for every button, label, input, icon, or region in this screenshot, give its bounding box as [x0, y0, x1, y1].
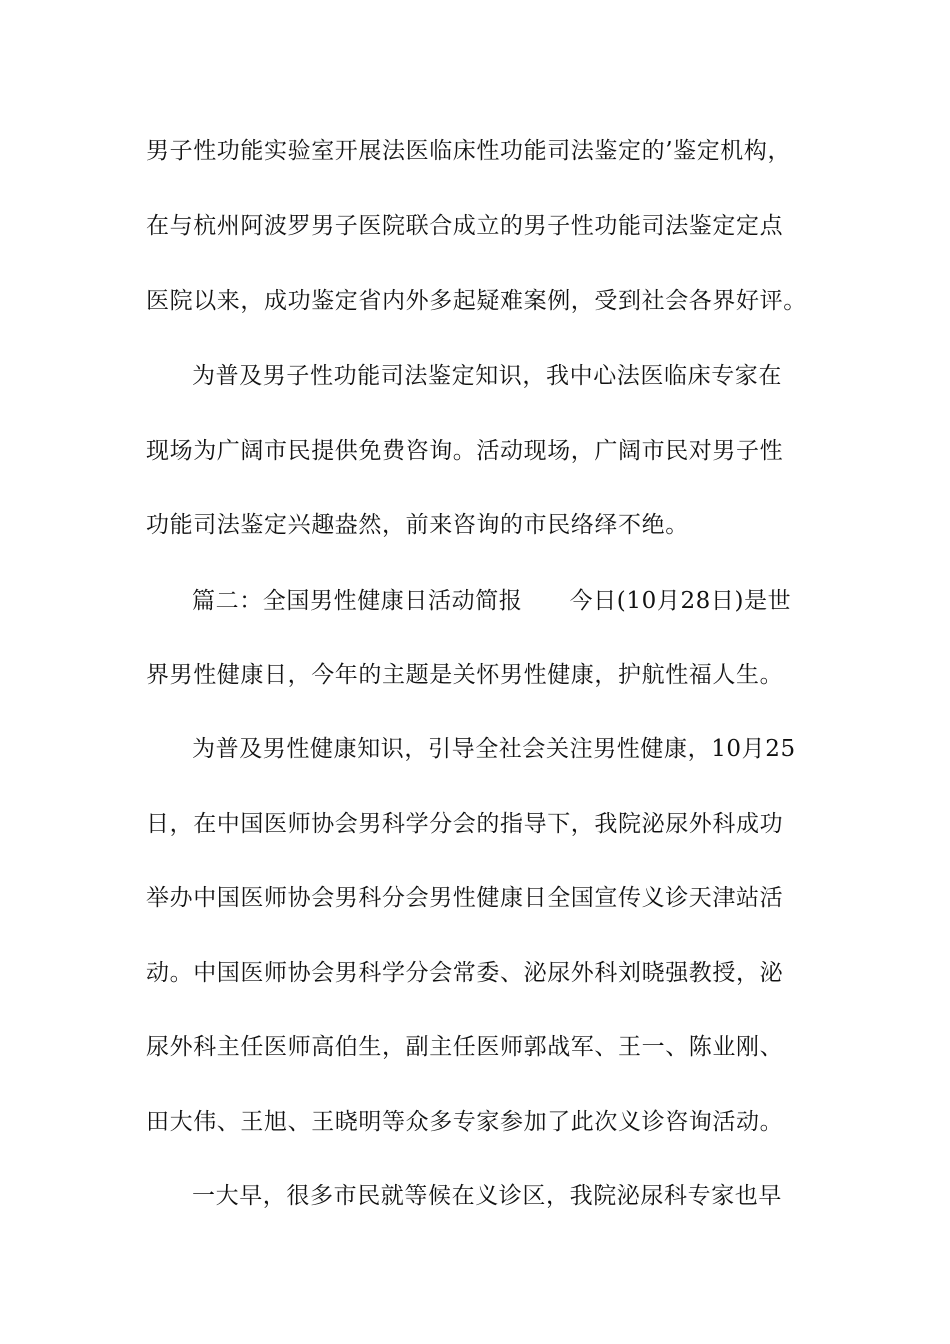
text-line-10: 日，在中国医师协会男科学分会的指导下，我院泌尿外科成功 [146, 811, 784, 837]
text-line-14: 田大伟、王旭、王晓明等众多专家参加了此次义诊咨询活动。 [146, 1109, 784, 1135]
text-line-6: 功能司法鉴定兴趣盎然，前来咨询的市民络绎不绝。 [146, 512, 689, 538]
text-line-12: 动。中国医师协会男科学分会常委、泌尿外科刘晓强教授，泌 [146, 960, 784, 986]
text-line-3: 医院以来，成功鉴定省内外多起疑难案例，受到社会各界好评。 [146, 288, 807, 314]
paragraph-start-line: 一大早，很多市民就等候在义诊区，我院泌尿科专家也早 [192, 1183, 782, 1209]
text-line-5: 现场为广阔市民提供免费咨询。活动现场，广阔市民对男子性 [146, 438, 784, 464]
text-line-1: 男子性功能实验室开展法医临床性功能司法鉴定的’鉴定机构， [146, 138, 792, 164]
text-line-2: 在与杭州阿波罗男子医院联合成立的男子性功能司法鉴定定点 [146, 213, 784, 239]
text-line-13: 尿外科主任医师高伯生，副主任医师郭战军、王一、陈业刚、 [146, 1034, 784, 1060]
paragraph-start-line: 为普及男性健康知识，引导全社会关注男性健康，10月25 [192, 736, 796, 762]
text-line-8: 界男性健康日，今年的主题是关怀男性健康，护航性福人生。 [146, 662, 784, 688]
section-heading-line: 篇二：全国男性健康日活动简报 今日(10月28日)是世 [192, 588, 792, 614]
paragraph-start-line: 为普及男子性功能司法鉴定知识，我中心法医临床专家在 [192, 363, 782, 389]
text-line-11: 举办中国医师协会男科分会男性健康日全国宣传义诊天津站活 [146, 885, 784, 911]
